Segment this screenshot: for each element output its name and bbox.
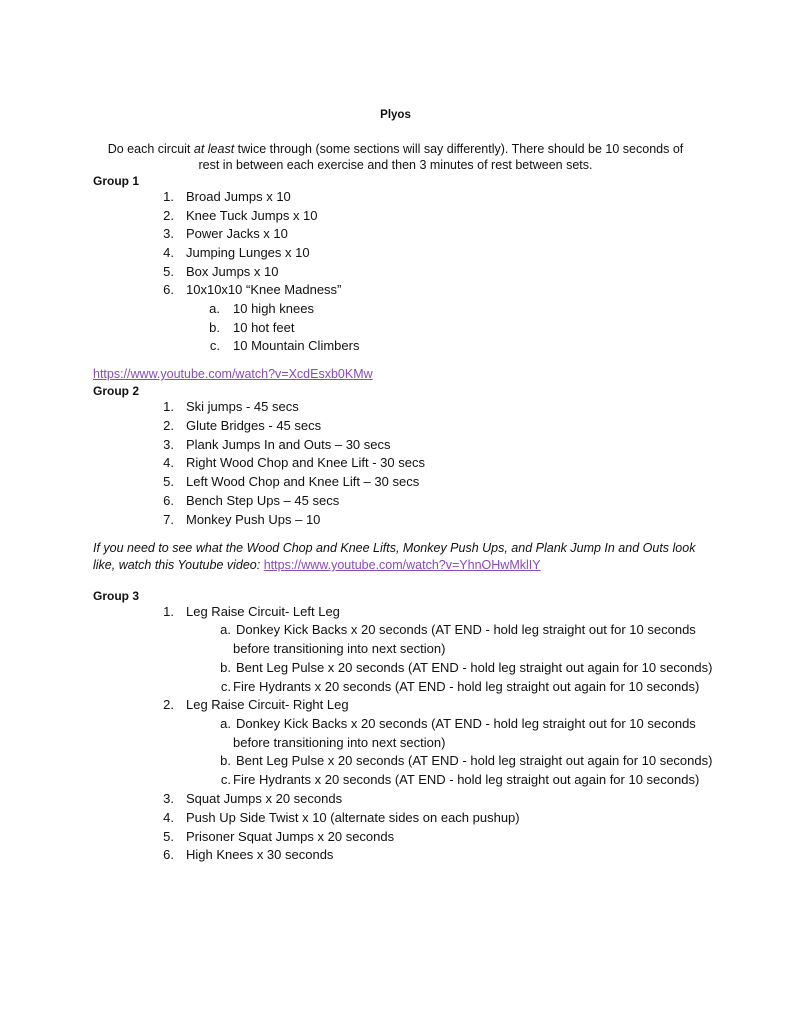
page-title: Plyos — [380, 109, 411, 121]
sub-list-letter: c. — [209, 338, 220, 353]
list-text: Knee Tuck Jumps x 10 — [186, 208, 318, 223]
list-number: 4. — [163, 455, 174, 470]
group-3-title: Group 3 — [93, 589, 140, 603]
sub-list-letter: c. — [220, 679, 231, 694]
list-number: 1. — [163, 189, 174, 204]
group-1-title: Group 1 — [93, 174, 140, 188]
group-1-youtube-link[interactable]: https://www.youtube.com/watch?v=XcdEsxb0KMw — [93, 367, 373, 381]
sub-list-text: 10 Mountain Climbers — [233, 338, 360, 353]
sub-list-text: Fire Hydrants x 20 seconds (AT END - hold leg straight out again for 10 seconds) — [233, 679, 700, 694]
list-number: 2. — [163, 697, 174, 712]
list-number: 3. — [163, 791, 174, 806]
list-number: 5. — [163, 829, 174, 844]
sub-list-text: 10 hot feet — [233, 320, 295, 335]
list-text: Monkey Push Ups – 10 — [186, 512, 321, 527]
sub-list-letter: a. — [209, 301, 220, 316]
list-text: Ski jumps - 45 secs — [186, 399, 299, 414]
group-2-title: Group 2 — [93, 384, 140, 398]
list-text: Jumping Lunges x 10 — [186, 245, 310, 260]
list-text: Box Jumps x 10 — [186, 264, 279, 279]
list-text: Power Jacks x 10 — [186, 226, 288, 241]
sub-list-text-continued: before transitioning into next section) — [233, 735, 446, 750]
sub-list-text: 10 high knees — [233, 301, 314, 316]
list-number: 7. — [163, 512, 174, 527]
list-number: 5. — [163, 474, 174, 489]
intro-emphasis: at least — [193, 142, 235, 156]
sub-list-letter: b. — [220, 753, 231, 768]
list-number: 3. — [163, 226, 174, 241]
list-number: 5. — [163, 264, 174, 279]
sub-list-text: Bent Leg Pulse x 20 seconds (AT END - hold leg straight out again for 10 seconds) — [236, 660, 713, 675]
list-text: Squat Jumps x 20 seconds — [186, 791, 343, 806]
intro-paragraph — [100, 141, 691, 173]
sub-list-letter: a. — [220, 716, 231, 731]
list-text: Bench Step Ups – 45 secs — [186, 493, 340, 508]
list-number: 4. — [163, 810, 174, 825]
video-note-text: If you need to see what the Wood Chop and Knee Lifts, Monkey Push Ups, and Plank Jump In and Outs look like, watch this Youtube video: — [93, 541, 696, 572]
list-text: Left Wood Chop and Knee Lift – 30 secs — [186, 474, 420, 489]
sub-list-text: Donkey Kick Backs x 20 seconds (AT END - hold leg straight out for 10 seconds — [236, 622, 696, 637]
list-text: Leg Raise Circuit- Left Leg — [186, 604, 340, 619]
list-number: 1. — [163, 399, 174, 414]
list-number: 1. — [163, 604, 174, 619]
list-text: Prisoner Squat Jumps x 20 seconds — [186, 829, 395, 844]
list-number: 2. — [163, 208, 174, 223]
intro-text-before: Do each circuit — [107, 142, 194, 156]
list-number: 6. — [163, 493, 174, 508]
list-text: Plank Jumps In and Outs – 30 secs — [186, 437, 391, 452]
list-text: Glute Bridges - 45 secs — [186, 418, 322, 433]
list-text: Push Up Side Twist x 10 (alternate sides on each pushup) — [186, 810, 520, 825]
list-text: Right Wood Chop and Knee Lift - 30 secs — [186, 455, 425, 470]
list-number: 6. — [163, 847, 174, 862]
sub-list-text: Fire Hydrants x 20 seconds (AT END - hold leg straight out again for 10 seconds) — [233, 772, 700, 787]
intro-text-after: twice through (some sections will say differently). There should be 10 seconds of rest in between each exercise and then 3 minutes of rest between sets. — [198, 142, 684, 172]
list-text: High Knees x 30 seconds — [186, 847, 334, 862]
list-text: 10x10x10 “Knee Madness” — [186, 282, 342, 297]
list-number: 2. — [163, 418, 174, 433]
list-number: 6. — [163, 282, 174, 297]
sub-list-text: Donkey Kick Backs x 20 seconds (AT END - hold leg straight out for 10 seconds — [236, 716, 696, 731]
sub-list-letter: b. — [209, 320, 220, 335]
list-text: Broad Jumps x 10 — [186, 189, 291, 204]
sub-list-text: Bent Leg Pulse x 20 seconds (AT END - hold leg straight out again for 10 seconds) — [236, 753, 713, 768]
sub-list-letter: a. — [220, 622, 231, 637]
sub-list-letter: b. — [220, 660, 231, 675]
list-number: 4. — [163, 245, 174, 260]
video-note — [93, 540, 703, 574]
sub-list-text-continued: before transitioning into next section) — [233, 641, 446, 656]
list-text: Leg Raise Circuit- Right Leg — [186, 697, 349, 712]
sub-list-letter: c. — [220, 772, 231, 787]
group-2-youtube-link[interactable]: https://www.youtube.com/watch?v=YhnOHwMklIY — [263, 558, 541, 572]
list-number: 3. — [163, 437, 174, 452]
